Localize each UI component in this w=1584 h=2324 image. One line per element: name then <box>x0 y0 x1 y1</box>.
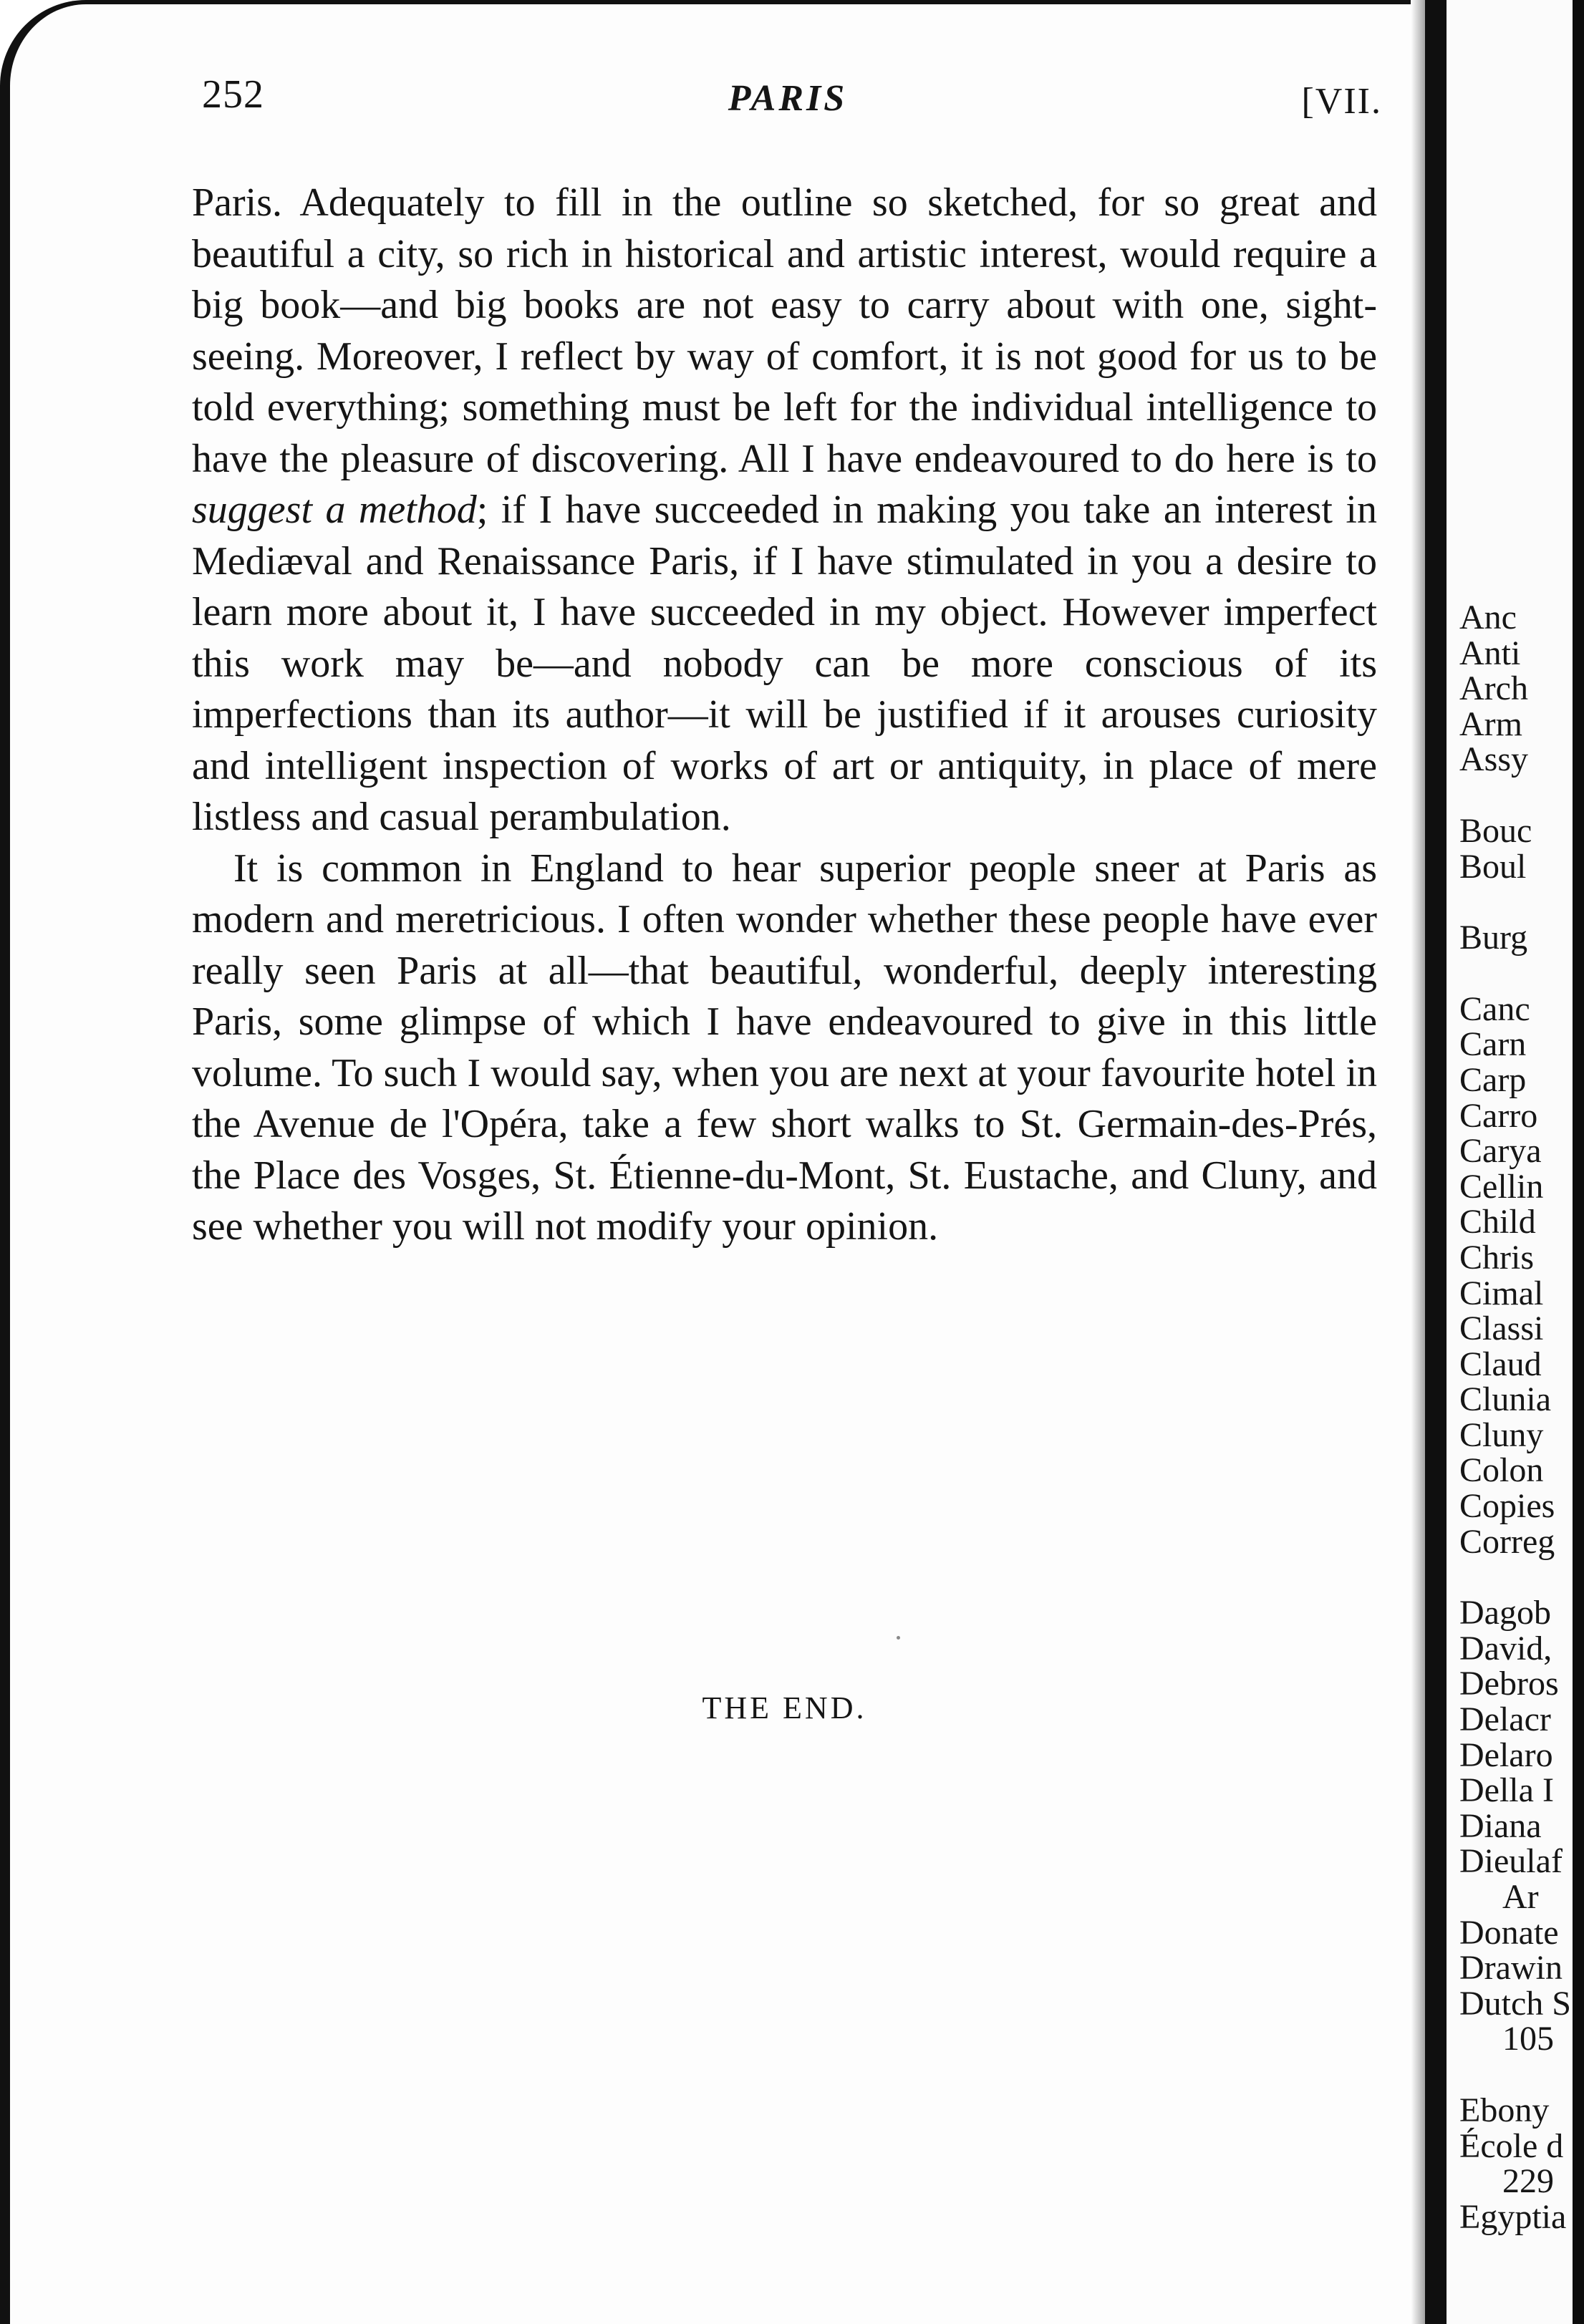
paper-speck <box>897 1636 900 1640</box>
index-entry: Delaro <box>1459 1735 1553 1774</box>
paragraph-2: It is common in England to hear superior people sneer at Paris as modern and meretricious. I often wonder whether these people have ever really seen Paris at all—that beautiful, wonderful, deeply interesting Paris, some glimpse of which I have endeavoured to give in this little volume. To such I would say, when you are next at your favourite hotel in the Avenue de l'Opéra, take a few short walks to St. Germain-des-Prés, the Place des Vosges, St. Étienne-du-Mont, St. Eustache, and Cluny, and see whether you will not modify your opinion. <box>192 846 1377 1249</box>
index-entry: Arm <box>1459 705 1522 743</box>
index-entry: Canc <box>1459 989 1530 1028</box>
page-header <box>193 72 1382 136</box>
index-entry: Dagob <box>1459 1594 1551 1632</box>
index-entry: Colon <box>1459 1451 1544 1490</box>
index-entry: Child <box>1459 1203 1536 1241</box>
index-entry: Donate <box>1459 1913 1559 1952</box>
index-entry: Anti <box>1459 634 1521 672</box>
index-entry: Claud <box>1459 1345 1542 1383</box>
index-entry: Egyptia <box>1459 2197 1567 2236</box>
index-entry: Della I <box>1459 1771 1554 1810</box>
index-entry: Assy <box>1459 740 1529 779</box>
italic-phrase: suggest a method <box>192 488 477 532</box>
index-entry: Dutch S <box>1459 1984 1571 2023</box>
index-entry: Correg <box>1459 1522 1555 1561</box>
page-number: 252 <box>202 72 264 117</box>
index-entry: Delacr <box>1459 1700 1551 1739</box>
index-entry: Ebony <box>1459 2091 1550 2129</box>
index-entry: Carn <box>1459 1025 1527 1064</box>
index-entry: Ar <box>1502 1878 1539 1916</box>
index-entry: Diana <box>1459 1806 1542 1845</box>
body-text <box>192 178 1377 1253</box>
index-entry: Clunia <box>1459 1380 1551 1419</box>
paragraph-1 <box>192 178 1377 843</box>
index-entry: Copies <box>1459 1487 1555 1526</box>
running-title: PARIS <box>728 78 848 119</box>
index-entry: Cimal <box>1459 1274 1544 1312</box>
index-entry: 105 <box>1502 2020 1554 2058</box>
index-entry: 229 <box>1502 2162 1554 2201</box>
index-entry: Arch <box>1459 669 1528 708</box>
index-entry: Carya <box>1459 1132 1542 1171</box>
the-end: THE END. <box>702 1690 867 1725</box>
index-entry: David, <box>1459 1629 1552 1667</box>
index-entry: Anc <box>1459 599 1517 636</box>
book-gutter <box>1425 0 1447 2324</box>
index-entry: Carro <box>1459 1096 1538 1135</box>
index-page-fragment <box>1459 600 1584 2235</box>
index-entry: Chris <box>1459 1238 1535 1277</box>
index-entry: Cellin <box>1459 1167 1544 1206</box>
index-entry: Cluny <box>1459 1415 1544 1454</box>
gutter-shadow <box>1411 0 1426 2324</box>
index-entry: Classi <box>1459 1309 1544 1348</box>
index-entry: Burg <box>1459 919 1528 957</box>
index-entry: Dieulaf <box>1459 1842 1563 1881</box>
chapter-marker: [VII. <box>1301 81 1382 122</box>
index-entry: École d <box>1459 2126 1564 2165</box>
index-entry: Drawin <box>1459 1949 1563 1987</box>
paragraph-1-start: Paris. Adequately to fill in the outline so sketched, for so great and beautiful a city, so rich in historical and artistic interest, would require a big book—and big books are not easy to carry about with one, sight-seeing. Moreover, I reflect by way of comfort, it is not good for us to be told everything; something must be left for the individual intelligence to have the pleasure of discovering. All I have endeavoured to do here is to <box>192 180 1377 481</box>
index-entry: Debros <box>1459 1665 1559 1703</box>
index-entry: Bouc <box>1459 811 1532 850</box>
paragraph-1-end: ; if I have succeeded in making you take an interest in Mediæval and Renaissance Paris, if I have stimulated in you a desire to learn more about it, I have succeeded in my object. However imperfect this work may be—and nobody can be more conscious of its imperfections than its author—it will be justified if it arouses curiosity and intelligent inspection of works of art or antiquity, in place of mere listless and casual perambulation. <box>192 488 1377 839</box>
index-entry: Carp <box>1459 1060 1527 1099</box>
index-entry: Boul <box>1459 847 1527 886</box>
